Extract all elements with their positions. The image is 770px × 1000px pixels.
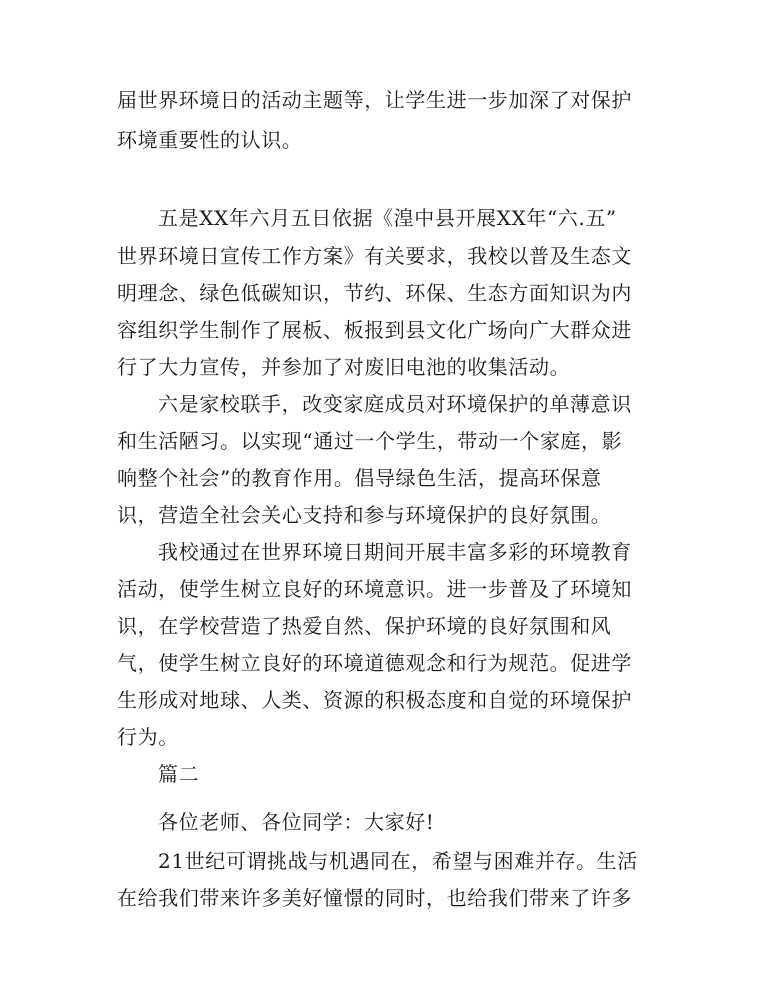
paragraph-2-line-5: 行了大力宣传，并参加了对废旧电池的收集活动。 (117, 355, 571, 379)
paragraph-1-line-1: 届世界环境日的活动主题等，让学生进一步加深了对保护 (117, 88, 632, 112)
paragraph-3-line-3: 响整个社会”的教育作用。倡导绿色生活，提高环保意 (117, 466, 602, 490)
paragraph-3-line-2: 和生活陋习。以实现“通过一个学生，带动一个家庭，影 (117, 429, 623, 453)
paragraph-4-line-5: 生形成对地球、人类、资源的积极态度和自觉的环境保护 (117, 688, 632, 712)
paragraph-2-line-3: 明理念、绿色低碳知识，节约、环保、生态方面知识为内 (117, 281, 632, 305)
paragraph-4-line-4: 气，使学生树立良好的环境道德观念和行为规范。促进学 (117, 651, 632, 675)
paragraph-1-line-2: 环境重要性的认识。 (117, 128, 303, 152)
paragraph-3-line-4: 识，营造全社会关心支持和参与环境保护的良好氛围。 (117, 503, 612, 527)
paragraph-4-line-6: 行为。 (117, 725, 179, 749)
paragraph-5-line-2: 在给我们带来许多美好憧憬的同时，也给我们带来了许多 (117, 886, 632, 910)
paragraph-3-line-1: 六是家校联手，改变家庭成员对环境保护的单薄意识 (158, 392, 632, 416)
greeting: 各位老师、各位同学：大家好! (158, 810, 435, 834)
paragraph-5-line-1: 21世纪可谓挑战与机遇同在，希望与困难并存。生活 (158, 849, 638, 873)
paragraph-4-line-1: 我校通过在世界环境日期间开展丰富多彩的环境教育 (158, 540, 632, 564)
paragraph-2-line-2: 世界环境日宣传工作方案》有关要求，我校以普及生态文 (117, 244, 632, 268)
paragraph-2-line-4: 容组织学生制作了展板、板报到县文化广场向广大群众进 (117, 318, 632, 342)
paragraph-4-line-3: 识，在学校营造了热爱自然、保护环境的良好氛围和风 (117, 614, 612, 638)
paragraph-4-line-2: 活动，使学生树立良好的环境意识。进一步普及了环境知 (117, 577, 632, 601)
paragraph-2-line-1: 五是XX年六月五日依据《湟中县开展XX年“六.五” (158, 206, 617, 230)
section-heading: 篇二 (158, 762, 200, 786)
